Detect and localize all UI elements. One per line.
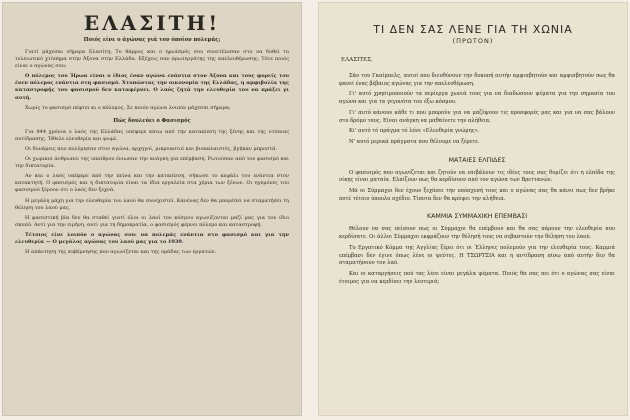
paragraph: Ο πόλεμος του Ήρωα είναι ο ίδιος έναν αγώνα ενάντια στον Άξονα και τους φορείς του ένεν πόλεμος ενάντια στη φασισμό. Χτυπώντας την οικονομία της Ελλάδας, η αμφιβολία της καταστροφής του φασισμού δεν καταφέρνει. Ο λαός ζητά την ελευθερία του να πράξει γι αυτή.	[15, 73, 289, 101]
paragraph: Οι χωρικοί άνθρωποι της υπαίθρου ένιωσαν την ανάγκη για επέμβαση. Ρωτούσαν από τον φασισμό και την δικτατορία.	[15, 156, 289, 170]
last-line: Η απάντηση της κυβέρνησης που αγωνίζεται και της ομάδας των εργατών.	[25, 249, 217, 256]
greeting: ΕΛΑΣΙΤΕΣ,	[341, 57, 373, 63]
paragraph: Γι' αυτό χρησιμοποιούν τα περίεργα χωνιά τους για να διαδώσουν ψέματα για την σημασία του αγώνα και για τα γεγονότα του έξω κόσμου.	[339, 91, 615, 106]
section-heading: ΜΑΤΑΙΕΣ ΕΛΠΙΔΕΣ	[448, 156, 506, 164]
paragraph: Η μεγάλη μάχη για την ελευθερία του λαού θα συνεχιστεί. Κανένας δεν θα μπορέσει να σταματήσει τη θέληση του λαού μας.	[15, 197, 289, 211]
section-heading: ΚΑΜΜΙΑ ΣΥΜΜΑΧΙΚΗ ΕΠΕΜΒΑΣΙ	[426, 213, 528, 221]
paragraph: Γι' αυτό κάνουν κάθε τι που μπορούν για να μαζέψουν τις προσφορές μας και για να σας βάλουν στο δρόμο τους. Είναι ανάγκη να μαθαίνετε την αλήθεια.	[339, 109, 615, 124]
leaflet-subtitle: Ποιός είνε ο άγώνας γιά τον όποίον πολεμάς;	[83, 37, 221, 43]
closing-paragraph: Τέτοιος είνε λοιπόν ο αγώνας σου: να πολεμάς ενάντια στο φασισμό και για την ελευθερία — Ο μεγάλος αγώνας του λαού μας για το 1939.	[15, 231, 289, 245]
paragraph: Η φασιστική βία δεν θα σταθεί γιατί όλοι οι λαοί του κόσμου αγωνίζονται μαζί μας για τον ίδιο σκοπό. Αντί για την ειρήνη, αντί για τη δημοκρατία, ο φασισμός φέρνει πόλεμο και καταστροφή.	[15, 214, 289, 228]
paragraph: Σάν τον Γκαίμπελς, αυτοί που διευθύνουν την δοκοπή αυτήν αμφισβητούν και αμφισβητούν πως θα φανεί ένας βέβαιος αγώνας για την απελευθέρωση.	[339, 73, 615, 87]
paragraph: Οι δυνάμεις που πολέμησαν στον αγώνα, αρχηγοί, μικροαστοί και βιοπαλαιστές, βγήκαν μπροστά.	[25, 145, 278, 152]
right-body	[339, 73, 615, 286]
paragraph: Ν' αυτό μερικά πράγματα που θέλουμε να ξέρετε.	[349, 138, 480, 145]
section-heading: Πώς δουλεύει ο Φασισμός	[113, 117, 191, 124]
paragraph: Και οι καταργήσεις πού τας λένε είναι μεγάλα ψέματα. Ποιός θα σας πει ότι ο αγώνας σας είναι έτοιμος για να κερδίσει την λευτεριά;	[339, 270, 615, 285]
paragraph: Ο φασισμός που αγωνίζεται και ζητούν να επιβάλουν τις ιδέες τους σας θυμίζει ότι η ελπίδα της νίκης είναι ματαία. Ελπίζουν πως θα κερδίσουν από τον αγώνα των Βρεττανών.	[339, 169, 615, 184]
paragraph: Γιατί μάχεσαι σήμερα Ελασίτη; Το θάρρος και ο ηρωϊσμός σου συνετέλεσαν στο να δοθεί το τελειωτικό χτύπημα στην Άξονα στην Ελλάδα. Εξέχεις σαν πρωτεργάτης της απελευθέρωσης. Τότε ποιός είναι ο αγώνας σου;	[15, 49, 289, 70]
paragraph: Το Εργατικό Κόμμα της Αγγλίας ξέρει ότι οι Έλληνες πολεμούν για την ελευθερία τους. Καμμιά επέμβασι δεν έγινε όπως λένε οι ψεύτες. Η ΤΣΩΡΤΣΙΑ και η αντίδραση πίσω από αυτήν δεν θα σταματήσουν τον λαό.	[339, 244, 615, 267]
leaflet-title: ΕΛΑΣΙΤΗ!	[83, 11, 221, 35]
paragraph: Θέλουν να σας πείσουν πως οι Σύμμαχοι θα επέμβουν και θα σας πάρουν την ελευθερία που κερδίσατε. Οι άλλοι Σύμμαχοι εκφράζουν την θέλησή τους να σεβαστούν την θέληση του λαού.	[339, 226, 615, 241]
leaflet-subtitle: (ΠΡΩΤΟΝ)	[452, 37, 494, 45]
paragraph: Κι' αυτό τό πράγμα τό λένε «Ελευθερία γνώμης».	[349, 128, 480, 135]
paragraph: Αν και ο λαός υπέφερε από την πείνα και την καταπίεση, σήκωσε το κεφάλι του ενάντια στον κατακτητή. Ο φασισμός και η δικτατορία είναι τα ίδια εργαλεία στα χέρια των ξένων. Οι ηγεμόνες του φασισμού ξέρουν ότι ο λαός δεν ξεχνά.	[15, 173, 289, 194]
paragraph: Χωρίς το φασισμό πέφτει κι ο πόλεμος. Σε ποιόν αγώνα λοιπόν μάχεσαι σήμερα;	[25, 104, 231, 111]
right-leaflet-page	[318, 2, 628, 416]
leaflet-title: ΤΙ ΔΕΝ ΣΑΣ ΛΕΝΕ ΓΙΑ ΤΗ ΧΩΝΙΑ	[373, 23, 573, 36]
left-leaflet-page	[2, 2, 302, 416]
paragraph: Μά οι Σύμμαχοι δεν έχουν ξεχάσει την υπόσχεσή τους και ο αγώνας σας θα κάνει πως δεν βρήκε ποτέ τέτοιο ύπουλο σχέδιο. Τίποτα δεν θα κρύψει την αλήθεια.	[339, 188, 615, 202]
paragraph: Για 844 χρόνια ο λαός της Ελλάδας υπέφερε κάτω από την καταπίεση της ξένης και της ντόπιας αντίδρασης. Ήθελε ελευθερία και ψωμί.	[15, 128, 289, 142]
